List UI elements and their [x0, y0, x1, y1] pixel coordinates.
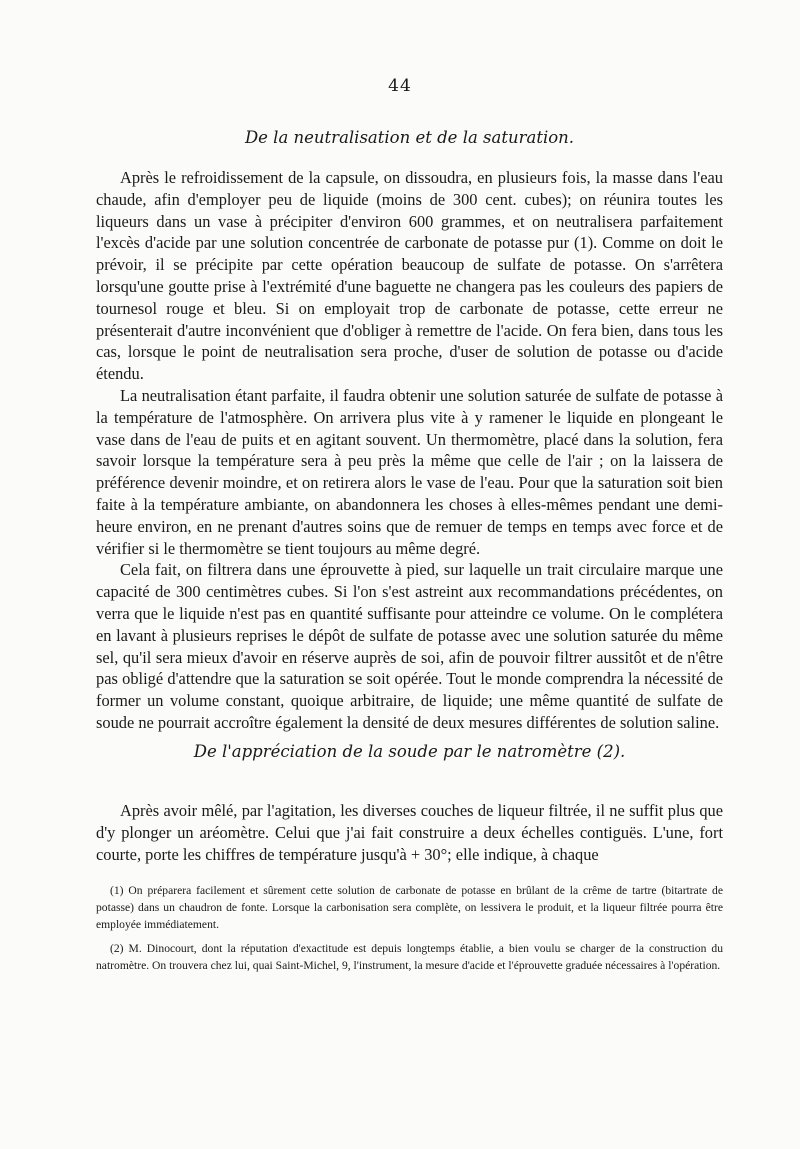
paragraph: Après avoir mêlé, par l'agitation, les diverses couches de liqueur filtrée, il ne suffit plus que d'y plonger un aréomètre. Celui que j'ai fait construire a deux échelles contiguës. L'une, fort courte, porte les chiffres de température jusqu'à + 30°; elle indique, à chaque	[96, 801, 723, 864]
page-number: 44	[388, 76, 412, 96]
footnotes	[96, 882, 723, 980]
paragraph: Après le refroidissement de la capsule, on dissoudra, en plusieurs fois, la masse dans l'eau chaude, afin d'employer peu de liquide (moins de 300 cent. cubes); on réunira toutes les liqueurs dans un vase à précipiter d'environ 600 grammes, et on neutralisera parfaitement l'excès d'acide par une solution concentrée de carbonate de potasse pur (1). Comme on doit le prévoir, il se précipite par cette opération beaucoup de sulfate de potasse. On s'arrêtera lorsqu'une goutte prise à l'extrémité d'une baguette ne changera pas les couleurs des papiers de tournesol rouge et bleu. Si on employait trop de carbonate de potasse, cette erreur ne présenterait d'autre inconvénient que d'obliger à remettre de l'acide. On fera bien, dans tous les cas, lorsque le point de neutralisation sera proche, d'user de solution de potasse ou d'acide étendu.	[96, 168, 723, 384]
footnote: (2) M. Dinocourt, dont la réputation d'exactitude est depuis longtemps établie, a bien voulu se charger de la construction du natromètre. On trouvera chez lui, quai Saint-Michel, 9, l'instrument, la mesure d'acide et l'éprouvette graduée nécessaires à l'opération.	[96, 941, 723, 972]
section-body-neutralisation	[96, 167, 723, 734]
paragraph: Cela fait, on filtrera dans une éprouvette à pied, sur laquelle un trait circulaire marque une capacité de 300 centimètres cubes. Si l'on s'est astreint aux recommandations précédentes, on verra que le liquide n'est pas en quantité suffisante pour atteindre ce volume. On le complétera en lavant à plusieurs reprises le dépôt de sulfate de potasse avec une solution saturée du même sel, qu'il sera mieux d'avoir en réserve auprès de soi, afin de pouvoir filtrer aussitôt et de n'être pas obligé d'attendre que la saturation se soit opérée. Tout le monde comprendra la nécessité de former un volume constant, quoique arbitraire, de liquide; une même quantité de sulfate de soude ne pourrait accroître également la densité de deux mesures différentes de solution saline.	[96, 560, 723, 732]
footnote: (1) On préparera facilement et sûrement cette solution de carbonate de potasse en brûlant de la crême de tartre (bitartrate de potasse) dans un chaudron de fonte. Lorsque la carbonisation sera complète, on lessivera le produit, et la liqueur filtrée pourra être employée immédiatement.	[96, 884, 723, 932]
section-heading-natrometre: De l'appréciation de la soude par le natromètre (2).	[193, 742, 626, 761]
section-heading-neutralisation: De la neutralisation et de la saturation.	[244, 128, 575, 147]
section-body-natrometre	[96, 800, 723, 865]
paragraph: La neutralisation étant parfaite, il faudra obtenir une solution saturée de sulfate de potasse à la température de l'atmosphère. On arrivera plus vite à y ramener le liquide en plongeant le vase dans de l'eau de puits et en agitant souvent. Un thermomètre, placé dans la solution, fera savoir lorsque la température sera à peu près la même que celle de l'air ; on la laissera de préférence devenir moindre, et on retirera alors le vase de l'eau. Pour que la saturation soit bien faite à la température ambiante, on abandonnera les choses à elles-mêmes pendant une demi-heure environ, en ne prenant d'autres soins que de remuer de temps en temps avec force et de vérifier si le thermomètre se tient toujours au même degré.	[96, 385, 723, 558]
